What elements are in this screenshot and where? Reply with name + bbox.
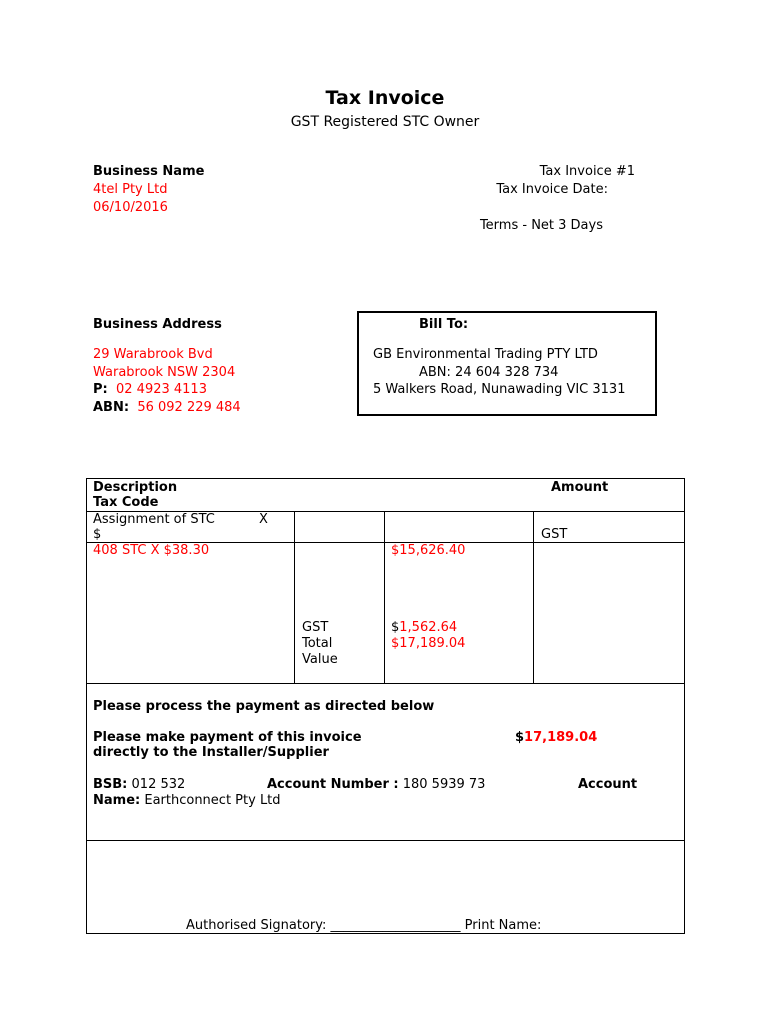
account-number: 180 5939 73 — [402, 777, 486, 792]
bsb-label: BSB: — [93, 777, 128, 792]
phone-label: P: — [93, 382, 108, 397]
account-name-label: Name: — [93, 793, 141, 808]
business-phone-row — [93, 382, 207, 397]
gst-amount: 1,562.64 — [399, 620, 458, 635]
bill-to-abn: ABN: 24 604 328 734 — [419, 365, 559, 380]
total-value: $17,189.04 — [391, 636, 466, 651]
assignment-x: X — [259, 512, 268, 527]
gst-column-header: GST — [541, 527, 568, 542]
assignment-dollar: $ — [93, 527, 102, 542]
page-subtitle: GST Registered STC Owner — [290, 114, 480, 130]
account-number-row — [267, 777, 485, 792]
bill-to-address: 5 Walkers Road, Nunawading VIC 3131 — [373, 382, 626, 397]
payment-dollar: $ — [515, 730, 525, 745]
gst-amount-row — [391, 620, 457, 635]
business-name: 4tel Pty Ltd — [93, 182, 168, 197]
business-name-label: Business Name — [93, 164, 205, 179]
make-payment-line2: directly to the Installer/Supplier — [93, 745, 329, 760]
total-label: Total — [302, 636, 333, 651]
payment-directive: Please process the payment as directed below — [93, 699, 435, 714]
account-name: Earthconnect Pty Ltd — [144, 793, 281, 808]
page-title: Tax Invoice — [325, 87, 445, 109]
description-header: Description — [93, 480, 178, 495]
bsb-value: 012 532 — [131, 777, 186, 792]
amount-header: Amount — [551, 480, 609, 495]
business-abn-row — [93, 400, 241, 415]
account-name-row — [93, 793, 281, 808]
bill-to-label: Bill To: — [419, 317, 469, 332]
business-address-label: Business Address — [93, 317, 222, 332]
business-abn: 56 092 229 484 — [137, 400, 241, 415]
business-date: 06/10/2016 — [93, 200, 168, 215]
assignment-label: Assignment of STC — [93, 512, 215, 527]
payment-total-row — [515, 730, 597, 745]
invoice-number: Tax Invoice #1 — [539, 164, 635, 179]
payment-total: 17,189.04 — [524, 730, 598, 745]
tax-code-header: Tax Code — [93, 495, 159, 510]
business-suburb: Warabrook NSW 2304 — [93, 365, 236, 380]
abn-label: ABN: — [93, 400, 130, 415]
line-item-description: 408 STC X $38.30 — [93, 543, 210, 558]
invoice-date-label: Tax Invoice Date: — [496, 182, 608, 197]
make-payment-line1: Please make payment of this invoice — [93, 730, 362, 745]
gst-label: GST — [302, 620, 329, 635]
account-number-label: Account Number : — [267, 777, 399, 792]
bill-to-box — [357, 311, 657, 416]
account-label: Account — [578, 777, 638, 792]
business-phone: 02 4923 4113 — [116, 382, 207, 397]
bsb-row — [93, 777, 185, 792]
gst-dollar: $ — [391, 620, 400, 635]
invoice-terms: Terms - Net 3 Days — [479, 218, 603, 233]
value-label: Value — [302, 652, 338, 667]
line-item-amount: $15,626.40 — [391, 543, 466, 558]
bill-to-company: GB Environmental Trading PTY LTD — [373, 347, 598, 362]
business-street: 29 Warabrook Bvd — [93, 347, 213, 362]
signature-line: Authorised Signatory: ____________________ Print Name: — [186, 918, 542, 933]
